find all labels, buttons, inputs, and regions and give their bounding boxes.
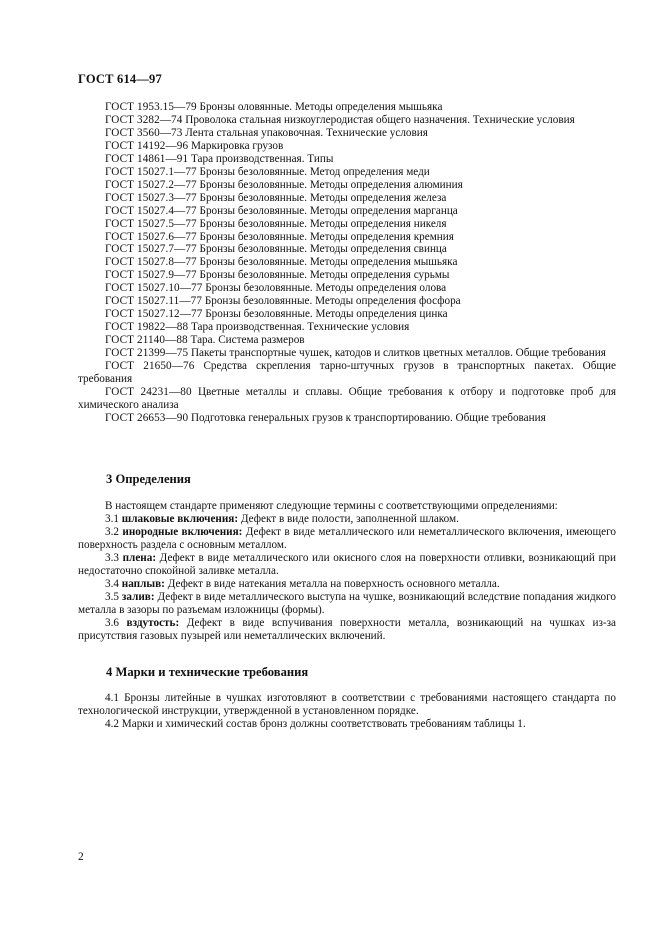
- reference-title: Бронзы безоловянные. Методы определения алюминия: [199, 178, 463, 191]
- definition-term: инородные включения:: [122, 526, 243, 539]
- reference-title: Бронзы оловянные. Методы определения мышьяка: [199, 101, 443, 113]
- definition-item: [78, 552, 616, 578]
- definitions-intro: В настоящем стандарте применяют следующие термины с соответствующими определениями:: [105, 500, 558, 512]
- reference-title: Бронзы безоловянные. Методы определения сурьмы: [199, 269, 450, 282]
- reference-title: Маркировка грузов: [190, 139, 284, 152]
- reference-code: ГОСТ 14192—96: [105, 139, 189, 152]
- definition-term: наплыв:: [121, 578, 165, 591]
- document-header: ГОСТ 614—97: [78, 72, 162, 86]
- definition-item: [78, 578, 616, 591]
- reference-code: ГОСТ 15027.3—77: [105, 191, 197, 204]
- reference-item: [78, 205, 616, 218]
- reference-item: [78, 334, 616, 347]
- reference-code: ГОСТ 15027.12—77: [105, 308, 203, 321]
- reference-list: [78, 101, 616, 425]
- reference-item: [78, 231, 616, 244]
- reference-item: [78, 153, 616, 166]
- section-4-heading: 4 Марки и технические требования: [106, 665, 309, 679]
- reference-code: ГОСТ 1953.15—79: [105, 101, 197, 113]
- reference-code: ГОСТ 24231—80: [105, 385, 192, 398]
- reference-code: ГОСТ 15027.2—77: [105, 178, 197, 191]
- reference-code: ГОСТ 15027.11—77: [105, 295, 203, 308]
- definition-item: [78, 513, 616, 526]
- requirement-item: 4.2 Марки и химический состав бронз должны соответствовать требованиям таблицы 1.: [105, 718, 526, 731]
- reference-item: [78, 127, 616, 140]
- reference-item: [78, 269, 616, 282]
- reference-item: [78, 321, 616, 334]
- reference-item: [78, 192, 616, 205]
- reference-title: Подготовка генеральных грузов к транспортированию. Общие требования: [190, 411, 546, 424]
- reference-title: Бронзы безоловянные. Методы определения олова: [205, 282, 447, 295]
- reference-code: ГОСТ 15027.8—77: [105, 256, 197, 269]
- reference-item: [78, 360, 616, 386]
- reference-code: ГОСТ 21650—76: [105, 360, 195, 373]
- reference-title: Средства скрепления тарно-штучных грузов в транспортных пакетах. Общие требования: [78, 360, 616, 386]
- definition-item: [78, 617, 616, 643]
- definition-number: 3.3: [105, 552, 119, 565]
- reference-item: [78, 282, 616, 295]
- definition-term: шлаковые включения:: [121, 513, 239, 526]
- reference-item: [78, 140, 616, 153]
- reference-item: [78, 386, 616, 412]
- reference-title: Цветные металлы и сплавы. Общие требования к отбору и подготовке проб для химического анализа: [78, 385, 616, 411]
- reference-item: [78, 412, 616, 425]
- reference-code: ГОСТ 19822—88: [105, 321, 189, 334]
- reference-code: ГОСТ 3282—74: [105, 113, 183, 126]
- reference-item: [78, 295, 616, 308]
- requirement-item: 4.1 Бронзы литейные в чушках изготовляют в соответствии с требованиями настоящего стандарта по технологической инструкции, утвержденной в установленном порядке.: [78, 692, 616, 718]
- definition-number: 3.6: [105, 617, 119, 630]
- reference-code: ГОСТ 15027.10—77: [105, 282, 203, 295]
- reference-code: ГОСТ 15027.4—77: [105, 204, 197, 217]
- reference-title: Тара. Система размеров: [190, 334, 305, 347]
- reference-code: ГОСТ 15027.5—77: [105, 217, 197, 230]
- reference-title: Бронзы безоловянные. Методы определения кремния: [199, 230, 454, 243]
- definition-term: залив:: [121, 591, 155, 604]
- reference-code: ГОСТ 14861—91: [105, 152, 189, 165]
- reference-code: ГОСТ 21140—88: [105, 334, 188, 347]
- reference-title: Бронзы безоловянные. Методы определения марганца: [199, 204, 458, 217]
- reference-title: Бронзы безоловянные. Методы определения фосфора: [204, 295, 461, 308]
- reference-title: Бронзы безоловянные. Методы определения никеля: [199, 217, 447, 230]
- reference-code: ГОСТ 15027.7—77: [105, 243, 197, 256]
- definition-number: 3.1: [105, 513, 119, 526]
- reference-item: [78, 218, 616, 231]
- section-3-heading: 3 Определения: [106, 472, 191, 486]
- reference-title: Бронзы безоловянные. Метод определения меди: [199, 165, 430, 178]
- page-number: 2: [78, 851, 84, 863]
- reference-code: ГОСТ 26653—90: [105, 411, 189, 424]
- definition-number: 3.5: [105, 591, 119, 604]
- requirements-section: [78, 692, 616, 731]
- definition-term: вздутость:: [126, 617, 180, 630]
- reference-title: Бронзы безоловянные. Методы определения свинца: [199, 243, 447, 256]
- reference-title: Бронзы безоловянные. Методы определения мышьяка: [199, 256, 458, 269]
- reference-item: [78, 256, 616, 269]
- definition-text: Дефект в виде металлического или окисного слоя на поверхности отливки, возникающий при недостаточно спокойной заливке металла.: [78, 552, 617, 578]
- reference-title: Тара производственная. Типы: [190, 152, 334, 165]
- definition-text: Дефект в виде металлического выступа на чушке, возникающий вследствие попадания жидкого металла в зазоры по разъемам изложницы (формы).: [78, 591, 617, 617]
- reference-item: [78, 308, 616, 321]
- reference-item: [78, 347, 616, 360]
- definition-text: Дефект в виде вспучивания поверхности металла, возникающий на чушках из-за присутствия газовых пузырей или неметаллических включений.: [78, 617, 617, 643]
- definition-text: Дефект в виде полости, заполненной шлаком.: [240, 513, 459, 526]
- definition-number: 3.2: [105, 526, 119, 539]
- definition-text: Дефект в виде металлического или неметаллического включения, имеющего поверхность раздела с основным металлом.: [78, 526, 617, 552]
- definitions-section: [78, 500, 616, 644]
- reference-item: [78, 243, 616, 256]
- definition-number: 3.4: [105, 578, 119, 591]
- reference-item: [78, 114, 616, 127]
- reference-code: ГОСТ 15027.1—77: [105, 165, 197, 178]
- reference-title: Бронзы безоловянные. Методы определения железа: [199, 191, 447, 204]
- reference-item: [78, 179, 616, 192]
- definition-term: плена:: [122, 552, 157, 565]
- reference-title: Пакеты транспортные чушек, катодов и слитков цветных металлов. Общие требования: [190, 347, 606, 360]
- reference-code: ГОСТ 15027.9—77: [105, 269, 197, 282]
- reference-item: [78, 101, 616, 114]
- reference-code: ГОСТ 3560—73: [105, 126, 183, 139]
- reference-title: Проволока стальная низкоуглеродистая общего назначения. Технические условия: [185, 113, 575, 126]
- reference-code: ГОСТ 15027.6—77: [105, 230, 197, 243]
- definition-item: [78, 526, 616, 552]
- definition-text: Дефект в виде натекания металла на поверхность основного металла.: [167, 578, 500, 591]
- reference-title: Тара производственная. Технические условия: [190, 321, 410, 334]
- reference-code: ГОСТ 21399—75: [105, 347, 189, 360]
- reference-title: Лента стальная упаковочная. Технические условия: [185, 126, 428, 139]
- definition-item: [78, 591, 616, 617]
- reference-title: Бронзы безоловянные. Методы определения цинка: [205, 308, 448, 321]
- reference-item: [78, 166, 616, 179]
